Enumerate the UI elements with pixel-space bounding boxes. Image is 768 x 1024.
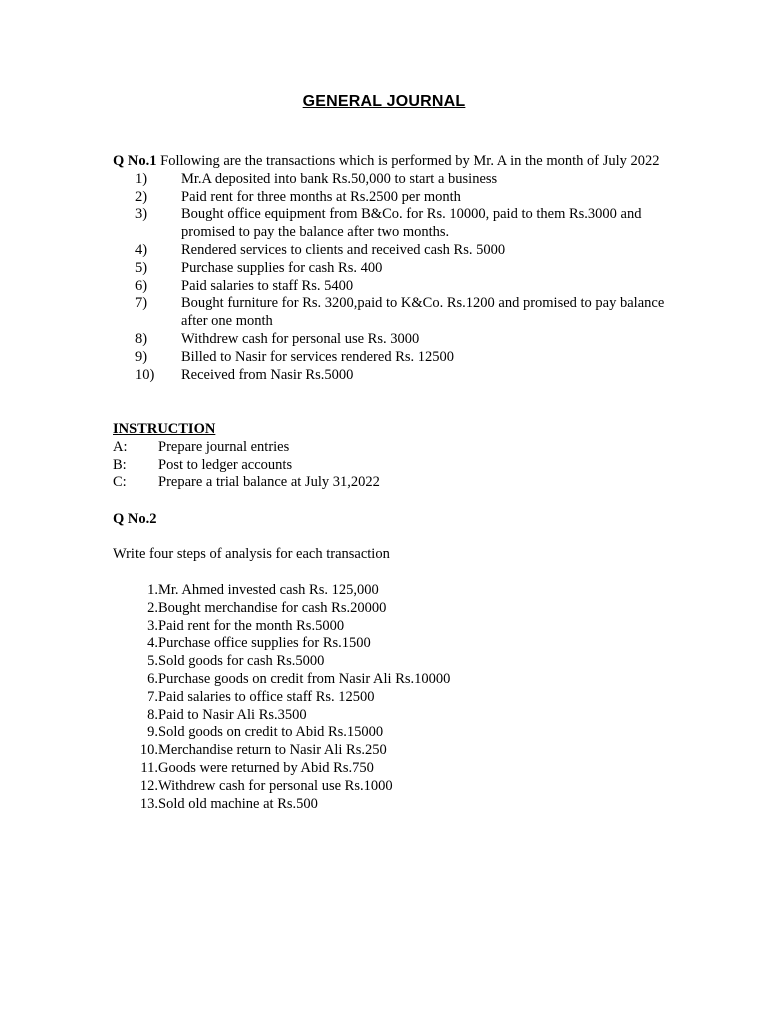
list-item — [113, 653, 673, 671]
list-item — [113, 582, 673, 600]
instruction-item — [113, 439, 673, 457]
list-item — [113, 796, 673, 814]
list-item-text: Paid rent for the month Rs.5000 — [158, 617, 345, 634]
question-1-intro-text: Following are the transactions which is performed by Mr. A in the month of July 2022 — [160, 153, 660, 169]
list-item-number: 7. — [147, 688, 158, 705]
list-item — [113, 367, 673, 385]
list-item — [113, 278, 673, 296]
list-item — [113, 171, 673, 189]
list-item — [113, 189, 673, 207]
list-item-text: Bought office equipment from B&Co. for Rs. 10000, paid to them Rs.3000 and promised to pay the balance after two months. — [181, 206, 642, 241]
list-item — [113, 635, 673, 653]
list-item — [113, 242, 673, 260]
list-item-text: Received from Nasir Rs.5000 — [181, 366, 354, 383]
list-item-text: Sold goods for cash Rs.5000 — [158, 653, 325, 670]
question-1-section — [113, 153, 673, 384]
list-item-text: Withdrew cash for personal use Rs. 3000 — [181, 330, 420, 347]
list-item — [113, 724, 673, 742]
list-item-number: 9) — [135, 348, 148, 365]
instruction-letter: A: — [113, 438, 128, 455]
list-item-number: 4) — [135, 241, 148, 258]
question-1-intro — [113, 153, 673, 171]
list-item-text: Goods were returned by Abid Rs.750 — [158, 759, 374, 776]
question-1-transaction-list — [113, 171, 673, 385]
instruction-heading: INSTRUCTION — [113, 421, 216, 437]
list-item-number: 12. — [139, 777, 158, 794]
question-2-heading: Q No.2 — [113, 511, 157, 527]
list-item-number: 11. — [140, 759, 158, 776]
list-item-number: 7) — [135, 295, 148, 312]
question-2-transaction-list — [113, 582, 673, 813]
list-item-number: 8. — [147, 706, 158, 723]
list-item-text: Sold old machine at Rs.500 — [158, 795, 318, 812]
list-item — [113, 331, 673, 349]
list-item-text: Purchase supplies for cash Rs. 400 — [181, 259, 383, 276]
list-item — [113, 295, 673, 331]
instruction-text: Prepare a trial balance at July 31,2022 — [158, 474, 380, 491]
list-item — [113, 600, 673, 618]
list-item — [113, 760, 673, 778]
list-item-number: 5. — [147, 653, 158, 670]
list-item-number: 9. — [147, 724, 158, 741]
list-item-text: Merchandise return to Nasir Ali Rs.250 — [158, 742, 387, 759]
page-title: GENERAL JOURNAL — [302, 93, 466, 110]
list-item — [113, 742, 673, 760]
list-item-text: Withdrew cash for personal use Rs.1000 — [158, 777, 393, 794]
list-item-text: Purchase goods on credit from Nasir Ali Rs.10000 — [158, 670, 451, 687]
instruction-letter: C: — [113, 474, 127, 491]
list-item-number: 2. — [147, 599, 158, 616]
list-item — [113, 618, 673, 636]
list-item-number: 5) — [135, 259, 148, 276]
list-item-text: Purchase office supplies for Rs.1500 — [158, 635, 371, 652]
instruction-list — [113, 439, 673, 492]
list-item — [113, 707, 673, 725]
list-item-number: 8) — [135, 330, 148, 347]
instruction-item — [113, 457, 673, 475]
question-2-section — [113, 582, 673, 813]
list-item-text: Mr.A deposited into bank Rs.50,000 to start a business — [181, 170, 498, 187]
list-item-number: 2) — [135, 188, 148, 205]
list-item-text: Paid rent for three months at Rs.2500 per month — [181, 188, 461, 205]
question-1-label: Q No.1 — [113, 153, 157, 169]
instruction-section — [113, 421, 673, 492]
list-item-number: 13. — [139, 795, 158, 812]
instruction-item — [113, 474, 673, 492]
list-item — [113, 689, 673, 707]
list-item-number: 4. — [147, 635, 158, 652]
list-item-number: 3. — [147, 617, 158, 634]
list-item-text: Billed to Nasir for services rendered Rs. 12500 — [181, 348, 455, 365]
list-item — [113, 260, 673, 278]
list-item — [113, 349, 673, 367]
list-item-number: 6. — [147, 670, 158, 687]
list-item-text: Mr. Ahmed invested cash Rs. 125,000 — [158, 582, 379, 598]
list-item — [113, 671, 673, 689]
instruction-text: Prepare journal entries — [158, 438, 290, 455]
list-item-number: 1) — [135, 170, 148, 187]
list-item — [113, 206, 673, 242]
list-item-text: Bought furniture for Rs. 3200,paid to K&Co. Rs.1200 and promised to pay balance after one month — [181, 295, 665, 330]
list-item-number: 10) — [135, 366, 155, 383]
question-2-description: Write four steps of analysis for each transaction — [113, 546, 390, 562]
list-item-number: 3) — [135, 206, 148, 223]
list-item-text: Paid salaries to office staff Rs. 12500 — [158, 688, 375, 705]
list-item — [113, 778, 673, 796]
list-item-text: Rendered services to clients and received cash Rs. 5000 — [181, 241, 506, 258]
list-item-number: 1. — [147, 582, 158, 598]
instruction-letter: B: — [113, 456, 127, 473]
list-item-text: Paid salaries to staff Rs. 5400 — [181, 277, 354, 294]
list-item-number: 6) — [135, 277, 148, 294]
list-item-text: Paid to Nasir Ali Rs.3500 — [158, 706, 307, 723]
list-item-text: Bought merchandise for cash Rs.20000 — [158, 599, 387, 616]
list-item-text: Sold goods on credit to Abid Rs.15000 — [158, 724, 384, 741]
list-item-number: 10. — [139, 742, 158, 759]
instruction-text: Post to ledger accounts — [158, 456, 293, 473]
